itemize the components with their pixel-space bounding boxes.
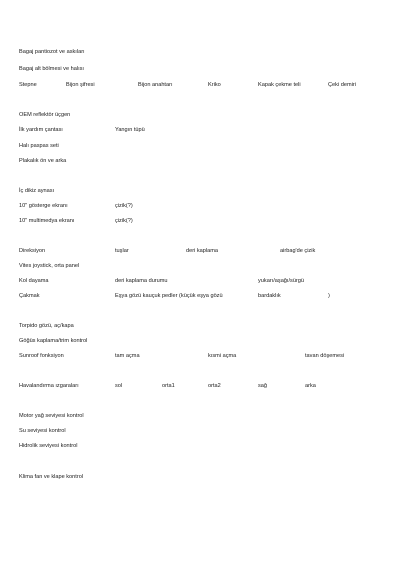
item-stepne: Stepne: [19, 82, 37, 88]
item-airbag-cizik: airbag'de çizik: [280, 248, 316, 254]
item-ic-dikiz: İç dikiz aynası: [19, 188, 55, 194]
item-torpido: Torpido gözü, aç/kapa: [19, 323, 74, 329]
item-kol-dayama: Kol dayama: [19, 278, 49, 284]
item-sunroof: Sunroof fonksiyon: [19, 353, 64, 359]
item-yangin-tupu: Yangın tüpü: [115, 127, 145, 133]
item-bijon-anahtari: Bijon anahtarı: [138, 82, 173, 88]
item-deri-kaplama: deri kaplama: [186, 248, 219, 254]
item-klima: Klima fan ve klape kontrol: [19, 474, 84, 480]
item-paren-close: ): [328, 293, 330, 299]
item-hali-paspas: Halı paspas seti: [19, 143, 59, 149]
item-direksiyon: Direksiyon: [19, 248, 46, 254]
item-tavan-dosemesi: tavan döşemesi: [305, 353, 345, 359]
item-kriko: Kriko: [208, 82, 221, 88]
item-ceki-demiri: Çeki demiri: [328, 82, 356, 88]
item-havalandirma: Havalandırma ızgaraları: [19, 383, 79, 389]
item-cakmak: Çakmak: [19, 293, 40, 299]
item-vent-sag: sağ: [258, 383, 268, 389]
item-gosterge-cizik: çizik(?): [115, 203, 133, 209]
item-kismi-acma: kısmi açma: [208, 353, 237, 359]
item-ilk-yardim: İlk yardım çantası: [19, 127, 63, 133]
item-vent-sol: sol: [115, 383, 123, 389]
item-bardaklik: bardaklık: [258, 293, 281, 299]
item-gosterge: 10" gösterge ekranı: [19, 203, 68, 209]
item-su-seviyesi: Su seviyesi kontrol: [19, 428, 66, 434]
item-kapak-cekme-teli: Kapak çekme teli: [258, 82, 301, 88]
item-multimedya-cizik: çizik(?): [115, 218, 133, 224]
item-bagaj-alt: Bagaj alt bölmesi ve halısı: [19, 66, 84, 72]
item-vent-orta1: orta1: [162, 383, 175, 389]
item-vites: Vites joystick, orta panel: [19, 263, 80, 269]
item-kol-yukari-asagi: yukarı/aşağı/sürgü: [258, 278, 305, 284]
item-hidrolik: Hidrolik seviyesi kontrol: [19, 443, 78, 449]
item-gogus: Göğüs kaplama/trim kontrol: [19, 338, 88, 344]
item-tuslar: tuşlar: [115, 248, 129, 254]
item-esya-gozu: Eşya gözü kauçuk pedler (küçük eşya gözü: [115, 293, 223, 299]
item-bagaj-pantiozot: Bagaj pantiozot ve askıları: [19, 49, 85, 55]
item-plakalik: Plakalık ön ve arka: [19, 158, 67, 164]
item-vent-orta2: orta2: [208, 383, 221, 389]
item-multimedya: 10" multimedya ekranı: [19, 218, 75, 224]
item-kol-deri: deri kaplama durumu: [115, 278, 168, 284]
item-tam-acma: tam açma: [115, 353, 140, 359]
item-oem-reflektor: OEM reflektör üçgen: [19, 112, 71, 118]
item-vent-arka: arka: [305, 383, 316, 389]
item-motor-yag: Motor yağ seviyesi kontrol: [19, 413, 84, 419]
item-bijon-sifresi: Bijon şifresi: [66, 82, 95, 88]
